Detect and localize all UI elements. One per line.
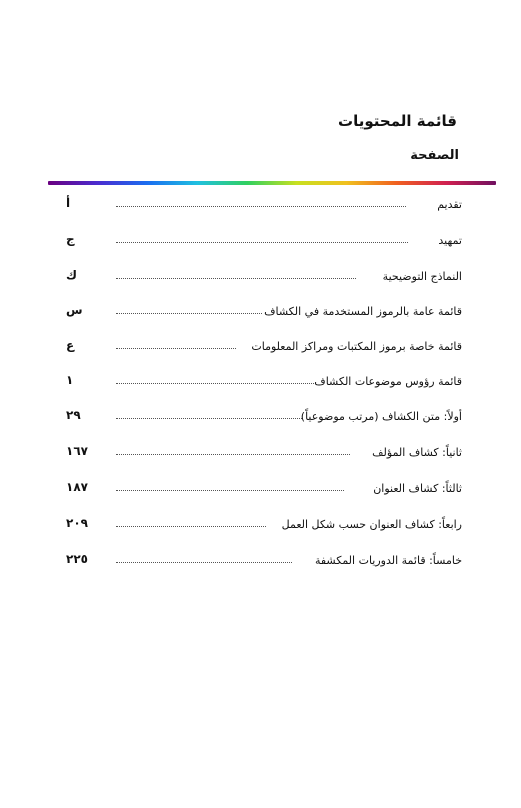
dot-leader [116,277,356,279]
toc-entry-label: أولاً: متن الكشاف (مرتب موضوعياً) [300,410,462,423]
toc-entry-page: ٢٠٩ [66,516,88,530]
toc-entry-label: قائمة رؤوس موضوعات الكشاف [314,375,462,388]
toc-entry [66,446,462,464]
dot-leader [116,561,292,563]
toc-entry [66,518,462,536]
toc-entry [66,234,462,252]
toc-entry-page: س [66,303,83,317]
toc-entry-page: ك [66,268,77,282]
dot-leader [116,382,314,384]
toc-entry-page: ج [66,232,75,246]
toc-entry-label: تقديم [437,198,462,211]
dot-leader [116,241,408,243]
toc-entry-page: ع [66,338,75,352]
dot-leader [116,489,344,491]
dot-leader [116,205,406,207]
toc-entry [66,305,462,323]
toc-entry-page: ١ [66,373,74,387]
toc-entry-label: رابعاً: كشاف العنوان حسب شكل العمل [281,518,462,531]
dot-leader [116,417,302,419]
toc-entry-label: النماذج التوضيحية [382,270,462,283]
toc-entry-page: ١٨٧ [66,480,88,494]
toc-entry-label: ثانياً: كشاف المؤلف [372,446,462,459]
page-column-header: الصفحة [410,148,459,163]
toc-entry-label: ثالثاً: كشاف العنوان [373,482,462,495]
toc-entry [66,554,462,572]
toc-entry-label: خامساً: قائمة الدوريات المكشفة [314,554,462,567]
dot-leader [116,347,236,349]
toc-entry [66,198,462,216]
toc-entry [66,482,462,500]
dot-leader [116,312,262,314]
toc-entry-page: ٢٢٥ [66,552,88,566]
rainbow-divider [48,181,496,185]
toc-entry [66,340,462,358]
toc-entry-page: ٢٩ [66,408,81,422]
toc-entry [66,270,462,288]
dot-leader [116,453,350,455]
toc-entry-page: ١٦٧ [66,444,88,458]
toc-entry-label: قائمة عامة بالرموز المستخدمة في الكشاف [264,305,462,318]
toc-entry-label: تمهيد [438,234,462,247]
toc-entry-page: أ [66,196,71,210]
toc-entry [66,375,462,393]
toc-entry [66,410,462,428]
toc-entry-label: قائمة خاصة برموز المكتبات ومراكز المعلومات [251,340,462,353]
dot-leader [116,525,266,527]
toc-title: قائمة المحتويات [338,112,457,130]
